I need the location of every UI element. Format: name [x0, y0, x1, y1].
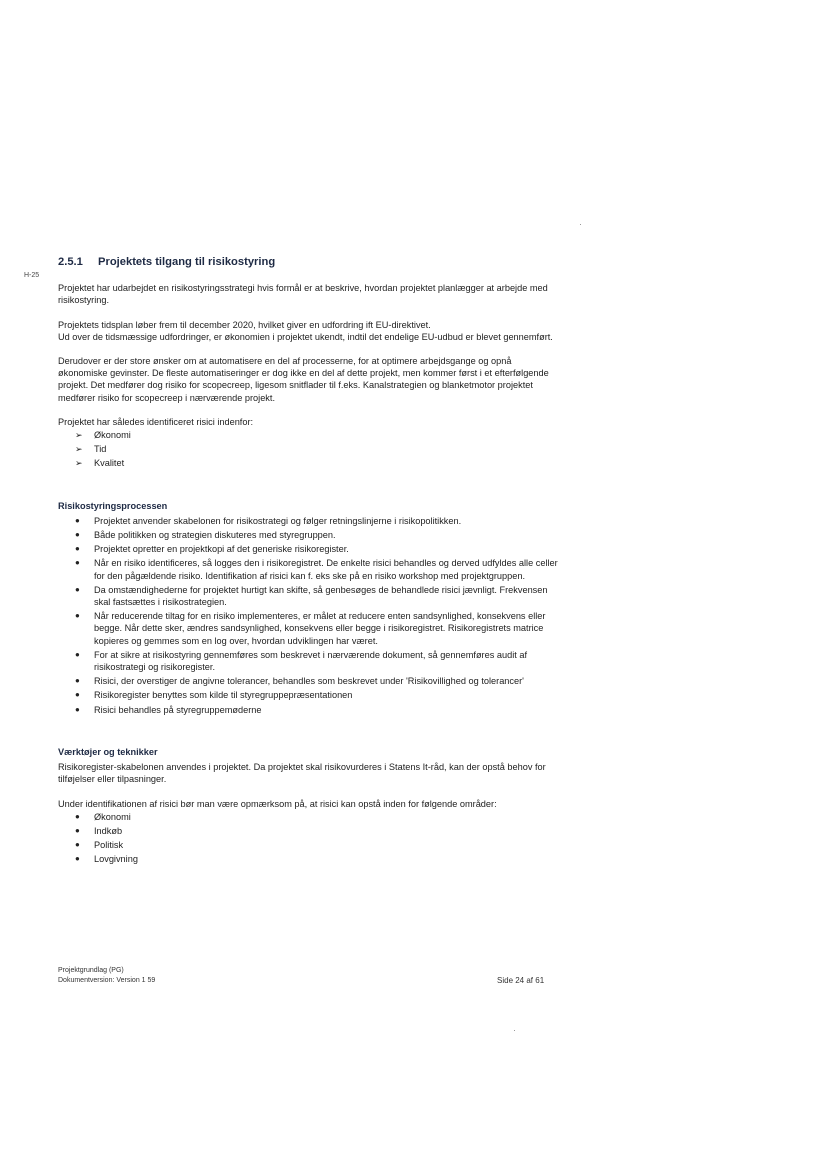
- paragraph: Risikoregister-skabelonen anvendes i projektet. Da projektet skal risikovurderes i Statens It-råd, kan der opstå behov for tilføjelser eller tilpasninger.: [58, 762, 546, 785]
- list-item: ● Da omstændighederne for projektet hurtigt kan skifte, så genbesøges de behandlede risici jævnligt. Frekvensen skal fastsættes i risikostrategien.: [75, 584, 548, 608]
- bullet-icon: ●: [75, 854, 80, 864]
- arrow-bullet-icon: ➢: [75, 444, 83, 455]
- bullet-icon: ●: [75, 676, 80, 686]
- tools-heading: Værktøjer og teknikker: [58, 746, 158, 757]
- scan-speck: [580, 224, 581, 225]
- bullet-icon: ●: [75, 690, 80, 700]
- main-content: [58, 256, 558, 868]
- bullet-icon: ●: [75, 611, 80, 621]
- paragraph: Ud over de tidsmæssige udfordringer, er økonomien i projektet ukendt, indtil det endelige EU-udbud er blevet gennemført.: [58, 331, 553, 342]
- bullet-icon: ●: [75, 649, 80, 659]
- bullet-icon: ●: [75, 840, 80, 850]
- list-item: ● Risici behandles på styregruppemøderne: [75, 704, 262, 715]
- bullet-icon: ●: [75, 515, 80, 525]
- list-item: ● Projektet anvender skabelonen for risikostrategi og følger retningslinjerne i risikopolitikken.: [75, 515, 462, 526]
- list-item: ● For at sikre at risikostyring gennemføres som beskrevet i nærværende dokument, så gennemføres audit af risikostrategi og risikoregister.: [75, 649, 528, 673]
- bullet-icon: ●: [75, 544, 80, 554]
- page-number: Side 24 af 61: [497, 976, 545, 985]
- list-item: ➢ Økonomi: [75, 430, 131, 441]
- list-item: ➢ Tid: [75, 444, 107, 455]
- risk-area-list: [58, 429, 558, 470]
- list-item: ● Både politikken og strategien diskuteres med styregruppen.: [75, 530, 336, 541]
- paragraph: Under identifikationen af risici bør man være opmærksom på, at risici kan opstå inden for følgende områder:: [58, 798, 497, 809]
- list-item: ● Når reducerende tiltag for en risiko implementeres, er målet at reducere enten sandsynlighed, konsekvens eller begge. Når dette sker, ændres sandsynlighed, konsekvens eller begge i risikoregistret. Risikoregistrets matrice kopieres og gemmes som en log over, hvordan udviklingen har været.: [75, 611, 546, 646]
- section-title: Projektets tilgang til risikostyring: [98, 256, 276, 268]
- bullet-icon: ●: [75, 825, 80, 835]
- bullet-icon: ●: [75, 584, 80, 594]
- margin-note: H-25: [24, 272, 40, 279]
- process-heading: Risikostyringsprocessen: [58, 500, 168, 511]
- section-number: 2.5.1: [58, 256, 83, 268]
- bullet-icon: ●: [75, 558, 80, 568]
- paragraph: Projektets tidsplan løber frem til december 2020, hvilket giver en udfordring ift EU-direktivet.: [58, 319, 431, 330]
- list-item: ● Politisk: [75, 840, 124, 851]
- list-item: ● Når en risiko identificeres, så logges den i risikoregistret. De enkelte risici behandles og derved udfyldes alle celler for den pågældende risiko. Identifikation af risici kan f. eks ske på en risiko workshop med projektgruppen.: [75, 558, 558, 581]
- paragraph: Projektet har udarbejdet en risikostyringsstrategi hvis formål er at beskrive, hvordan projektet planlægger at arbejde med risikostyring.: [58, 283, 548, 306]
- list-item: ● Økonomi: [75, 811, 131, 822]
- section-heading: [58, 256, 558, 268]
- list-item: ● Risikoregister benyttes som kilde til styregruppepræsentationen: [75, 690, 353, 701]
- arrow-bullet-icon: ➢: [75, 458, 83, 469]
- list-item: ➢ Kvalitet: [75, 458, 125, 469]
- paragraph: Derudover er der store ønsker om at automatisere en del af processerne, for at optimere arbejdsgange og opnå økonomiske gevinster. De fleste automatiseringer er dog ikke en del af dette projekt, men kommer først i et efterfølgende projekt. Det medfører dog risiko for scopecreep, ligesom snitflader til f.eks. Kanalstrategien og blanketmotor projektet medfører risiko for scopecreep i nærværende projekt.: [58, 356, 549, 403]
- bullet-icon: ●: [75, 704, 80, 714]
- list-item: ● Risici, der overstiger de angivne tolerancer, behandles som beskrevet under 'Risikovillighed og tolerancer': [75, 676, 524, 687]
- bullet-icon: ●: [75, 811, 80, 821]
- footer-doc-name: Projektgrundlag (PG): [58, 967, 124, 974]
- paragraph: Projektet har således identificeret risici indenfor:: [58, 416, 254, 427]
- risk-domain-list: [58, 811, 558, 866]
- footer-doc-version: Dokumentversion: Version 1 59: [58, 977, 156, 984]
- list-item: ● Lovgivning: [75, 854, 138, 865]
- page-footer: [58, 966, 155, 986]
- scan-speck: [514, 1030, 515, 1031]
- process-list: [58, 515, 558, 716]
- list-item: ● Indkøb: [75, 825, 123, 836]
- arrow-bullet-icon: ➢: [75, 430, 83, 441]
- bullet-icon: ●: [75, 530, 80, 540]
- list-item: ● Projektet opretter en projektkopi af det generiske risikoregister.: [75, 544, 349, 555]
